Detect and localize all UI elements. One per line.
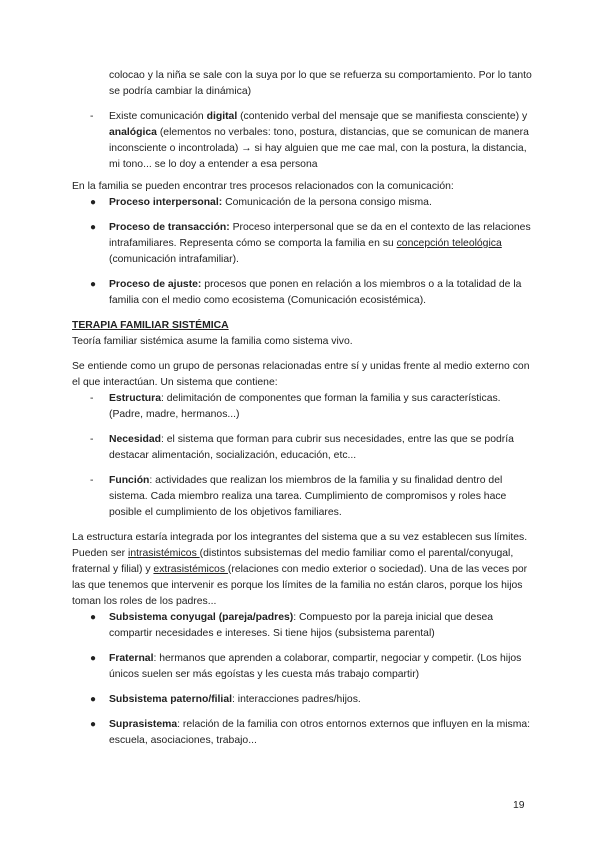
bullet-marker: ● (90, 197, 97, 208)
subsistema-title: Suprasistema (109, 719, 178, 730)
estructura-paragraph (72, 530, 532, 610)
section-intro: Teoría familiar sistémica asume la familia como sistema vivo. (72, 336, 353, 347)
componente-text: : actividades que realizan los miembros de la familia y su finalidad dentro del sistema. Cada miembro realiza una tarea. Cumplimiento de compromisos y roles hace posible el cumplimiento de los objetivos familiares. (109, 475, 507, 518)
componente-title: Necesidad (109, 434, 161, 445)
subsistema-item (72, 610, 532, 642)
componente-item (72, 432, 532, 464)
intrasistemicos-term: intrasistémicos (128, 548, 200, 559)
componente-text: : delimitación de componentes que forman la familia y sus características. (Padre, madre, hermanos...) (109, 393, 501, 420)
subsistema-title: Subsistema paterno/filial (109, 694, 232, 705)
proceso-item (72, 277, 532, 309)
subsistema-item (72, 692, 532, 708)
bullet-marker: ● (90, 653, 97, 664)
dash-marker: - (90, 393, 94, 404)
digital-term: digital (206, 111, 238, 122)
subsistema-text: : interacciones padres/hijos. (232, 694, 361, 705)
procesos-intro: En la familia se pueden encontrar tres procesos relacionados con la comunicación: (72, 181, 454, 192)
digital-item-text: (contenido verbal del mensaje que se manifiesta consciente) y (237, 111, 528, 122)
subsistema-title: Fraternal (109, 653, 154, 664)
componente-text: : el sistema que forman para cubrir sus necesidades, entre las que se podría destacar alimentación, socialización, educación, etc... (109, 434, 514, 461)
proceso-title: Proceso de ajuste: (109, 279, 202, 290)
componente-title: Estructura (109, 393, 161, 404)
subsistema-text: : Compuesto por la pareja inicial que desea compartir necesidades e intereses. Si tiene hijos (subsistema parental) (109, 612, 494, 639)
continuation-paragraph: colocao y la niña se sale con la suya por lo que se refuerza su comportamiento. Por lo tanto se podría cambiar la dinámica) (109, 70, 532, 97)
proceso-item (72, 220, 532, 268)
extrasistemicos-term: extrasistémicos (153, 564, 228, 575)
bullet-marker: ● (90, 612, 97, 623)
proceso-text: procesos que ponen en relación a los miembros o a la totalidad de la familia con el medio como ecosistema (Comunicación ecosistémica). (109, 279, 522, 306)
page-number: 19 (513, 800, 525, 811)
sistema-intro: Se entiende como un grupo de personas relacionadas entre sí y unidas frente al medio externo con el que interactúan. Un sistema que contiene: (72, 361, 530, 388)
dash-marker: - (90, 475, 94, 486)
concepcion-teleologica-term: concepción teleológica (396, 238, 502, 249)
subsistema-text: : hermanos que aprenden a colaborar, compartir, negociar y competir. (Los hijos únicos suelen ser más egoístas y les cuesta más trabajo compartir) (109, 653, 522, 680)
proceso-title: Proceso interpersonal: (109, 197, 223, 208)
componente-item (72, 473, 532, 521)
subsistema-title: Subsistema conyugal (pareja/padres) (109, 612, 294, 623)
componente-title: Función (109, 475, 150, 486)
estructura-text: (relaciones con medio exterior o sociedad). Una de las veces por las que tenemos que intervenir es porque los límites de la familia no están claros, porque los hijos toman los roles de los padres... (72, 564, 528, 607)
subsistema-text: : relación de la familia con otros entornos externos que influyen en la misma: escuela, asociaciones, trabajo... (109, 719, 531, 746)
bullet-marker: ● (90, 279, 97, 290)
dash-marker: - (90, 434, 94, 445)
proceso-text: (comunicación intrafamiliar). (109, 254, 239, 265)
bullet-marker: ● (90, 694, 97, 705)
proceso-text: Comunicación de la persona consigo misma. (222, 197, 432, 208)
subsistema-item (72, 651, 532, 683)
subsistema-item (72, 717, 532, 749)
section-heading: TERAPIA FAMILIAR SISTÉMICA (72, 320, 229, 331)
digital-analog-item (72, 109, 532, 173)
bullet-marker: ● (90, 719, 97, 730)
dash-marker: - (90, 111, 94, 122)
estructura-text: La estructura estaría integrada por los integrantes del sistema que a su vez establecen sus límites. Pueden ser (72, 532, 528, 559)
digital-item-text: Existe comunicación (109, 111, 207, 122)
page-content (72, 68, 532, 749)
componente-item (72, 391, 532, 423)
proceso-text: Proceso interpersonal que se da en el contexto de las relaciones intrafamiliares. Representa cómo se comporta la familia en su (109, 222, 531, 249)
proceso-title: Proceso de transacción: (109, 222, 230, 233)
proceso-item (72, 195, 532, 211)
analog-term: analógica (109, 127, 157, 138)
estructura-text: (distintos subsistemas del medio familiar como el parental/conyugal, fraternal y filial) y (72, 548, 514, 575)
bullet-marker: ● (90, 222, 97, 233)
digital-item-text: (elementos no verbales: tono, postura, distancias, que se comunican de manera inconsciente o incontrolada) → si hay alguien que me cae mal, con la postura, la distancia, mi tono... se lo doy a entender a esa persona (109, 127, 529, 170)
